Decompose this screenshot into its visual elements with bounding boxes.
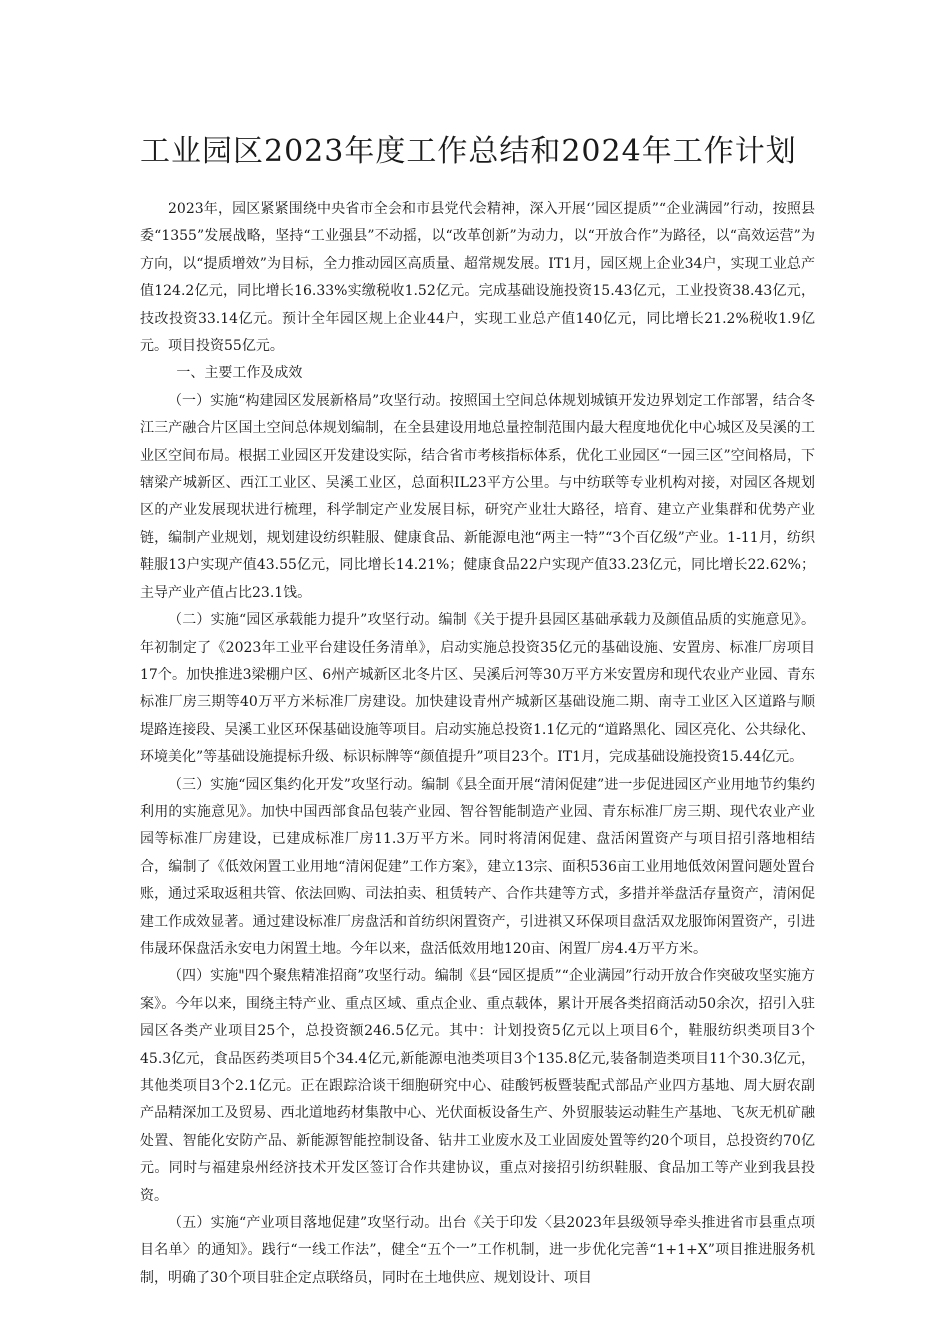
document-body bbox=[140, 196, 815, 1292]
paragraph-item-5: （五）实施“产业项目落地促建”攻坚行动。出台《关于印发〈县2023年县级领导牵头推进省市县重点项目名单〉的通知》。践行“一线工作法”，健全“五个一”工作机制，进一步优化完善“1+1+X”项目推进服务机制，明确了30个项目驻企定点联络员，同时在土地供应、规划设计、项目 bbox=[140, 1215, 815, 1286]
paragraph-item-2: （二）实施“园区承载能力提升”攻坚行动。编制《关于提升县园区基础承载力及颜值品质的实施意见》。年初制定了《2023年工业平台建设任务清单》，启动实施总投资35亿元的基础设施、安置房、标准厂房项目17个。加快推进3梁棚户区、6州产城新区北冬片区、吴溪后河等30万平方米安置房和现代农业产业园、青东标准厂房三期等40万平方米标准厂房建设。加快建设青州产城新区基础设施二期、南寺工业区入区道路与顺堤路连接段、吴溪工业区环保基础设施等项目。启动实施总投资1.1亿元的“道路黑化、园区亮化、公共绿化、环境美化”等基础设施提标升级、标识标牌等“颜值提升”项目23个。IT1月，完成基础设施投资15.44亿元。 bbox=[140, 612, 815, 766]
paragraph-item-3: （三）实施“园区集约化开发”攻坚行动。编制《县全面开展“清闲促建”进一步促进园区产业用地节约集约利用的实施意见》。加快中国西部食品包装产业园、智谷智能制造产业园、青东标准厂房三期、现代农业产业园等标准厂房建设，已建成标准厂房11.3万平方米。同时将清闲促建、盘活闲置资产与项目招引落地相结合，编制了《低效闲置工业用地“清闲促建”工作方案》，建立13宗、面积536亩工业用地低效闲置问题处置台账，通过采取返租共管、依法回购、司法拍卖、租赁转产、合作共建等方式，多措并举盘活存量资产，清闲促建工作成效显著。通过建设标准厂房盘活和首纺织闲置资产，引进祺又环保项目盘活双龙服饰闲置资产，引进伟晟环保盘活永安电力闲置土地。今年以来，盘活低效用地120亩、闲置厂房4.4万平方米。 bbox=[140, 776, 815, 957]
paragraph-item-1: （一）实施“构建园区发展新格局”攻坚行动。按照国土空间总体规划城镇开发边界划定工作部署，结合冬江三产融合片区国土空间总体规划编制，在全县建设用地总量控制范围内最大程度地优化中心城区及吴溪的工业区空间布局。根据工业园区开发建设实际，结合省市考核指标体系，优化工业园区“一园三区”空间格局，下辖梁产城新区、西江工业区、吴溪工业区，总面积IL23平方公里。与中纺联等专业机构对接，对园区各规划区的产业发展现状进行梳理，科学制定产业发展目标，研究产业壮大路径，培育、建立产业集群和优势产业链，编制产业规划，规划建设纺织鞋服、健康食品、新能源电池“两主一特”“3个百亿级”产业。1-11月，纺织鞋服13户实现产值43.55亿元，同比增长14.21%；健康食品22户实现产值33.23亿元，同比增长22.62%；主导产业产值占比23.1饯。 bbox=[140, 392, 815, 601]
document-title: 工业园区2023年度工作总结和2024年工作计划 bbox=[140, 134, 797, 169]
paragraph-item-4: （四）实施"四个聚焦精准招商”攻坚行动。编制《县“园区提质”“企业满园”行动开放合作突破攻坚实施方案》。今年以来，围绕主特产业、重点区域、重点企业、重点载体，累计开展各类招商活动50余次，招引入驻园区各类产业项目25个，总投资额246.5亿元。其中：计划投资5亿元以上项目6个，鞋服纺织类项目3个45.3亿元，食品医药类项目5个34.4亿元,新能源电池类项目3个135.8亿元,装备制造类项目11个30.3亿元，其他类项目3个2.1亿元。正在跟踪洽谈干细胞研究中心、硅酸钙板暨装配式部品产业四方基地、周大厨农副产品精深加工及贸易、西北道地药材集散中心、光伏面板设备生产、外贸服装运动鞋生产基地、飞灰无机矿融处置、智能化安防产品、新能源智能控制设备、钻井工业废水及工业固废处置等约20个项目，总投资约70亿元。同时与福建泉州经济技术开发区签订合作共建协议，重点对接招引纺织鞋服、食品加工等产业到我县投资。 bbox=[140, 968, 815, 1204]
intro-paragraph: 2023年，园区紧紧围绕中央省市全会和市县党代会精神，深入开展‘’园区提质”“企业满园”行动，按照县委“1355”发展战略，坚持“工业强县”不动摇，以“改革创新”为动力，以“开放合作”为路径，以“高效运营”为方向，以“提质增效”为目标，全力推动园区高质量、超常规发展。IT1月，园区规上企业34户，实现工业总产值124.2亿元，同比增长16.33%实缴税收1.52亿元。完成基础设施投资15.43亿元，工业投资38.43亿元，技改投资33.14亿元。预计全年园区规上企业44户，实现工业总产值140亿元，同比增长21.2%税收1.9亿元。项目投资55亿元。 bbox=[140, 201, 815, 355]
section-heading-main-work: 一、主要工作及成效 bbox=[176, 365, 303, 382]
